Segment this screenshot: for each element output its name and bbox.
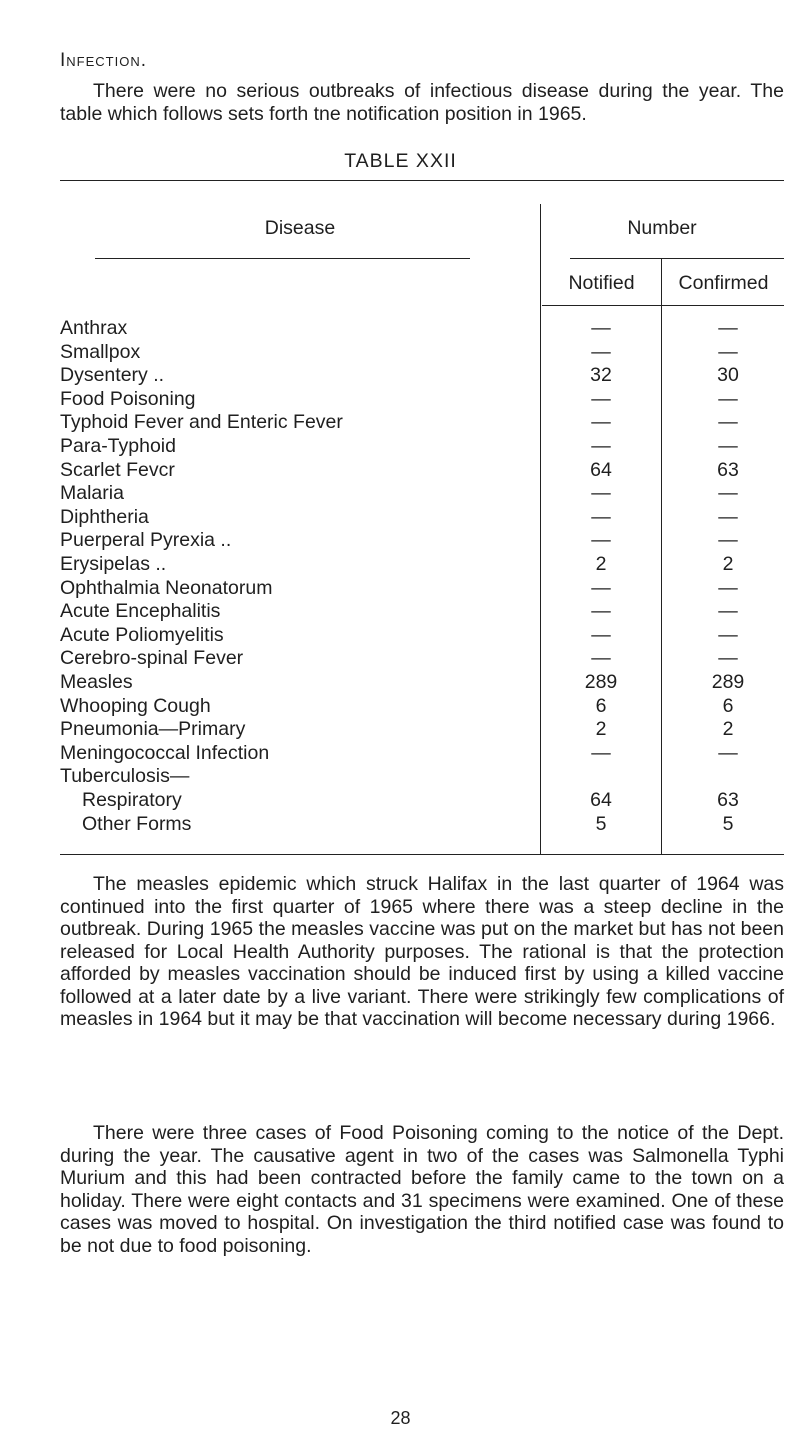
notified-count: — — [591, 411, 611, 434]
notified-column-header: Notified — [568, 272, 635, 294]
food-poisoning-paragraph: There were three cases of Food Poisoning coming to the notice of the Dept. during the year. The causative agent in two of the cases was Salmonella Typhi Murium and this had been contracted before the family came to the town on a holiday. There were eight contacts and 31 specimens were examined. One of these cases was moved to hospital. On investigation the third notified case was found to be not due to food poisoning. — [60, 1122, 784, 1257]
notified-count: 64 — [590, 458, 612, 481]
disease-name: Food Poisoning — [60, 387, 196, 410]
disease-name: Acute Encephalitis — [60, 600, 221, 623]
confirmed-count: 63 — [717, 458, 739, 481]
confirmed-count: 2 — [722, 553, 734, 575]
disease-name: Diphtheria — [60, 505, 149, 528]
disease-name: Pneumonia—Primary — [60, 718, 246, 741]
number-header-rule — [570, 258, 784, 259]
number-column-header: Number — [627, 217, 697, 239]
subheader-rule — [542, 305, 784, 306]
confirmed-count: 63 — [717, 789, 739, 811]
notified-count: — — [591, 482, 611, 505]
disease-name: Tuberculosis— — [60, 765, 190, 788]
table-row — [60, 365, 784, 386]
confirmed-count: 6 — [722, 694, 734, 717]
confirmed-column-header: Confirmed — [678, 272, 769, 294]
disease-name: Meningococcal Infection — [60, 741, 270, 764]
table-row — [60, 530, 784, 551]
notified-count: — — [591, 647, 611, 670]
confirmed-count: — — [718, 600, 738, 623]
notified-count: — — [591, 623, 611, 646]
confirmed-count: 5 — [722, 812, 734, 835]
table-row — [60, 554, 784, 575]
confirmed-count: 289 — [711, 671, 745, 693]
disease-name: Malaria — [60, 482, 124, 505]
table-row — [60, 719, 784, 740]
table-row — [60, 318, 784, 339]
notified-count: — — [591, 387, 611, 410]
disease-name: Anthrax — [60, 317, 128, 339]
section-heading: Infection. — [60, 50, 147, 71]
disease-name: Puerperal Pyrexia .. — [60, 529, 232, 552]
notified-count: 2 — [595, 553, 607, 575]
table-row — [60, 625, 784, 646]
disease-name: Other Forms — [82, 812, 192, 835]
confirmed-count: 30 — [717, 364, 739, 387]
confirmed-count: — — [718, 482, 738, 505]
table-row — [60, 436, 784, 457]
table-row — [60, 696, 784, 717]
table-top-rule — [60, 180, 784, 181]
notified-count: — — [591, 576, 611, 599]
table-bottom-rule — [60, 854, 784, 855]
disease-name: Scarlet Fevcr — [60, 458, 175, 481]
intro-paragraph: There were no serious outbreaks of infectious disease during the year. The table which follows sets forth tne notification position in 1965. — [60, 80, 784, 125]
notified-count: — — [591, 741, 611, 764]
notified-count: — — [591, 317, 611, 339]
table-row — [60, 814, 784, 835]
confirmed-count: — — [718, 340, 738, 363]
table-row — [60, 601, 784, 622]
table-row — [60, 648, 784, 669]
table-row — [60, 672, 784, 693]
disease-name: Whooping Cough — [60, 694, 211, 717]
notified-count: — — [591, 340, 611, 363]
table-row — [60, 790, 784, 811]
disease-header-rule — [95, 258, 470, 259]
confirmed-count: — — [718, 741, 738, 764]
disease-name: Cerebro-spinal Fever — [60, 647, 244, 670]
disease-name: Respiratory — [82, 789, 182, 811]
confirmed-count: — — [718, 576, 738, 599]
notified-count: — — [591, 529, 611, 552]
notified-count: 6 — [595, 694, 607, 717]
disease-name: Dysentery .. — [60, 364, 165, 387]
table-row — [60, 507, 784, 528]
notified-count: — — [591, 600, 611, 623]
confirmed-count: — — [718, 647, 738, 670]
table-row — [60, 483, 784, 504]
confirmed-count: — — [718, 623, 738, 646]
disease-name: Acute Poliomyelitis — [60, 623, 224, 646]
notified-count: 64 — [590, 789, 612, 811]
confirmed-count: — — [718, 505, 738, 528]
notified-count: — — [591, 505, 611, 528]
table-row — [60, 766, 784, 787]
measles-paragraph: The measles epidemic which struck Halifax in the last quarter of 1964 was continued into the first quarter of 1965 where there was a steep decline in the outbreak. During 1965 the measles vaccine was put on the market but has not been released for Local Health Authority purposes. The rational is that the protection afforded by measles vaccination should be induced first by using a killed vaccine followed at a later date by a live variant. There were strikingly few complications of measles in 1964 but it may be that vaccination will become necessary during 1966. — [60, 873, 784, 1030]
table-row — [60, 412, 784, 433]
table-row — [60, 389, 784, 410]
confirmed-count: — — [718, 387, 738, 410]
table-row — [60, 342, 784, 363]
notified-count: 32 — [590, 364, 612, 387]
notified-count: — — [591, 435, 611, 457]
table-row — [60, 460, 784, 481]
table-title: TABLE XXII — [344, 150, 457, 172]
notified-count: 5 — [595, 812, 607, 835]
page-number: 28 — [390, 1408, 411, 1428]
disease-column-header: Disease — [264, 217, 336, 239]
table-row — [60, 743, 784, 764]
confirmed-count: — — [718, 317, 738, 339]
disease-name: Typhoid Fever and Enteric Fever — [60, 411, 343, 434]
confirmed-count: — — [718, 411, 738, 434]
table-row — [60, 578, 784, 599]
confirmed-count: — — [718, 529, 738, 552]
disease-name: Ophthalmia Neonatorum — [60, 576, 273, 599]
disease-name: Smallpox — [60, 340, 141, 363]
notified-count: 2 — [595, 718, 607, 741]
disease-name: Para-Typhoid — [60, 435, 176, 457]
disease-name: Measles — [60, 671, 133, 693]
confirmed-count: 2 — [722, 718, 734, 741]
notified-count: 289 — [584, 671, 618, 693]
disease-name: Erysipelas .. — [60, 553, 167, 575]
confirmed-count: — — [718, 435, 738, 457]
